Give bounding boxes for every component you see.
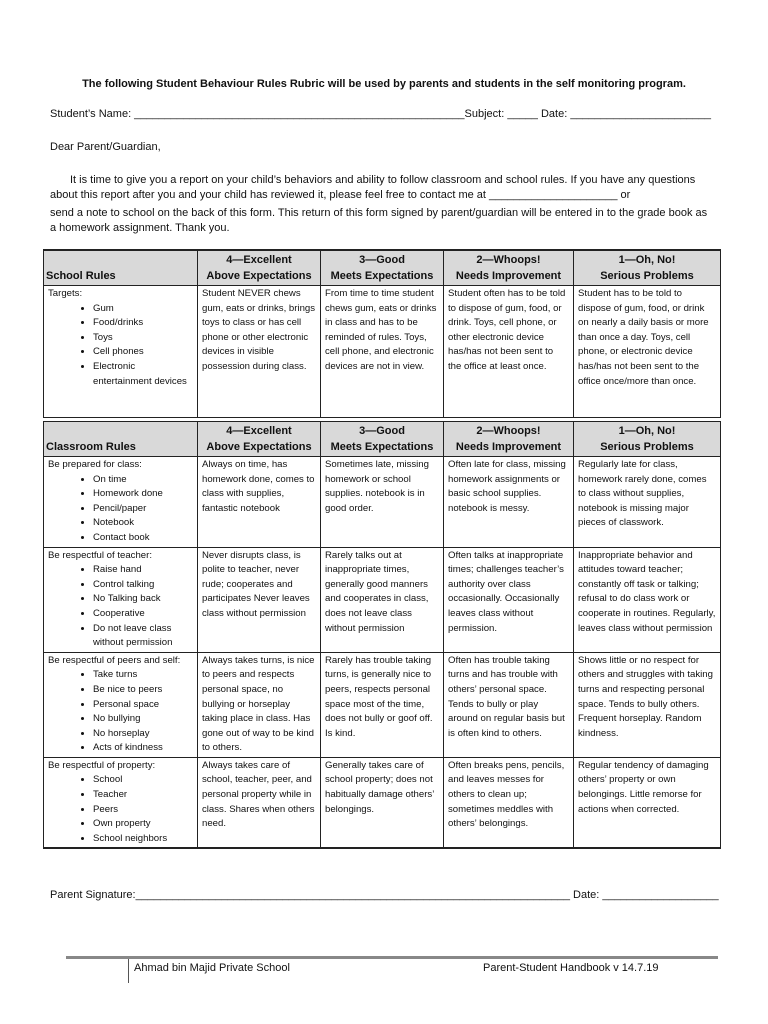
footer-handbook-version: Parent-Student Handbook v 14.7.19 — [483, 962, 659, 974]
footer-separator — [128, 959, 129, 983]
cell-ohno: Inappropriate behavior and attitudes toward teacher; constantly off task or talking; refusal to do class work or cooperate in routines. Regularly, leaves class without permission — [574, 547, 721, 652]
greeting: Dear Parent/Guardian, — [50, 141, 161, 153]
footer-school-name: Ahmad bin Majid Private School — [134, 962, 290, 974]
table-row — [44, 457, 721, 548]
cell-ohno: Regularly late for class, homework rarely done, comes to class without supplies, notebook is missing major pieces of classwork. — [574, 457, 721, 548]
table-row — [44, 652, 721, 757]
intro-paragraph-2: send a note to school on the back of this form. This return of this form signed by parent/guardian will be entered in to the grade book as a homework assignment. Thank you. — [50, 207, 708, 234]
list-item: • Take turns — [93, 668, 193, 683]
cell-excellent: Always takes care of school, teacher, peer, and personal property while in class. Shares when others need. — [198, 757, 321, 848]
school-rules-ohno: Student has to be told to dispose of gum, food, or drink on nearly a daily basis or more than once a day. Toys, cell phone, or electronic device has/has not been sent to the office once/more than once. — [574, 286, 721, 418]
list-item: • Cell phones — [93, 345, 193, 360]
school-rules-good: From time to time student chews gum, eats or drinks in class and has to be reminded of rules. Toys, cell phone, and electronic devices are not in view. — [321, 286, 444, 418]
header-whoops: 2—Whoops! Needs Improvement — [444, 250, 574, 286]
list-item: • Cooperative — [93, 607, 193, 622]
list-item: • Be nice to peers — [93, 683, 193, 698]
list-item: • Peers — [93, 803, 193, 818]
cell-good: Rarely has trouble taking turns, is generally nice to peers, respects personal space most of the time, does not bully or goof off. Is kind. — [321, 652, 444, 757]
list-item: • Toys — [93, 331, 193, 346]
cell-good: Sometimes late, missing homework or school supplies. notebook is in good order. — [321, 457, 444, 548]
cell-excellent: Never disrupts class, is polite to teacher, never rude; cooperates and participates Never leaves class without permission — [198, 547, 321, 652]
rule-respect-teacher: Be respectful of teacher: • Raise hand • Control talking • No Talking back • Cooperative • Do not leave class without permission — [44, 547, 198, 652]
list-item: • School — [93, 773, 193, 788]
list-item: • Food/drinks — [93, 316, 193, 331]
cell-whoops: Often breaks pens, pencils, and leaves messes for others to clean up; sometimes meddles with others’ belongings. — [444, 757, 574, 848]
footer-divider — [66, 956, 718, 959]
cell-whoops: Often has trouble taking turns and has trouble with others’ personal space. Tends to bully or play around on regular basis but is often kind to others. — [444, 652, 574, 757]
list-item: • No horseplay — [93, 727, 193, 742]
list-item: • Electronic entertainment devices — [93, 360, 193, 389]
rule-respect-property: Be respectful of property: • School • Teacher • Peers • Own property • School neighbors — [44, 757, 198, 848]
school-rules-table — [43, 249, 721, 418]
list-item: • Teacher — [93, 788, 193, 803]
list-item: • Gum — [93, 302, 193, 317]
classroom-rules-table — [43, 421, 721, 849]
header-ohno: 1—Oh, No! Serious Problems — [574, 250, 721, 286]
header-whoops: 2—Whoops! Needs Improvement — [444, 422, 574, 457]
list-item: • Pencil/paper — [93, 502, 193, 517]
header-excellent: 4—Excellent Above Expectations — [198, 422, 321, 457]
cell-ohno: Shows little or no respect for others and struggles with taking turns and respecting personal space. Tends to bully others. Frequent horseplay. Random kindness. — [574, 652, 721, 757]
list-item: • No bullying — [93, 712, 193, 727]
cell-good: Generally takes care of school property; does not habitually damage others’ belongings. — [321, 757, 444, 848]
list-item: • On time — [93, 473, 193, 488]
school-rules-header: School Rules — [44, 250, 198, 286]
list-item: • Notebook — [93, 516, 193, 531]
list-item: • Contact book — [93, 531, 193, 546]
header-good: 3—Good Meets Expectations — [321, 422, 444, 457]
school-rules-targets: Targets: • Gum • Food/drinks • Toys • Cell phones • Electronic entertainment devices — [44, 286, 198, 418]
parent-signature-line[interactable]: Parent Signature:_______________________________________________________________________ Date: ___________________ — [50, 889, 719, 901]
header-excellent: 4—Excellent Above Expectations — [198, 250, 321, 286]
student-info-line[interactable]: Student’s Name: ______________________________________________________Subject: _____ Date: _______________________ — [50, 108, 712, 120]
school-rules-excellent: Student NEVER chews gum, eats or drinks, brings toys to class or has cell phone or other electronic devices in visible possession during class. — [198, 286, 321, 418]
list-item: • Acts of kindness — [93, 741, 193, 756]
rule-prepared: Be prepared for class: • On time • Homework done • Pencil/paper • Notebook • Contact book — [44, 457, 198, 548]
intro-heading: The following Student Behaviour Rules Rubric will be used by parents and students in the self monitoring program. — [82, 78, 686, 90]
targets-list — [48, 302, 193, 390]
list-item: • Do not leave class without permission — [93, 622, 193, 651]
list-item: • School neighbors — [93, 832, 193, 847]
list-item: • No Talking back — [93, 592, 193, 607]
school-rules-whoops: Student often has to be told to dispose of gum, food, or drink. Toys, cell phone, or other electronic device has/has not been sent to the office at least once. — [444, 286, 574, 418]
cell-good: Rarely talks out at inappropriate times, generally good manners and cooperates in class, does not leave class without permission — [321, 547, 444, 652]
header-ohno: 1—Oh, No! Serious Problems — [574, 422, 721, 457]
cell-excellent: Always takes turns, is nice to peers and respects personal space, no bullying or horseplay taking place in class. Has gone out of way to be kind to others. — [198, 652, 321, 757]
rule-respect-peers: Be respectful of peers and self: • Take turns • Be nice to peers • Personal space • No bullying • No horseplay • Acts of kindness — [44, 652, 198, 757]
cell-whoops: Often late for class, missing homework assignments or basic school supplies. notebook is messy. — [444, 457, 574, 548]
list-item: • Control talking — [93, 578, 193, 593]
table-row — [44, 547, 721, 652]
cell-excellent: Always on time, has homework done, comes to class with supplies, fantastic notebook — [198, 457, 321, 548]
header-good: 3—Good Meets Expectations — [321, 250, 444, 286]
intro-paragraph-1: It is time to give you a report on your child’s behaviors and ability to follow classroom and school rules. If you have any questions about this report after you and your child has reviewed it, please feel free to contact me at _____________________ or — [50, 174, 696, 201]
table-row — [44, 757, 721, 848]
list-item: • Personal space — [93, 698, 193, 713]
list-item: • Own property — [93, 817, 193, 832]
list-item: • Homework done — [93, 487, 193, 502]
list-item: • Raise hand — [93, 563, 193, 578]
cell-whoops: Often talks at inappropriate times; challenges teacher’s authority over class occasionally. Occasionally leaves class without permission. — [444, 547, 574, 652]
classroom-rules-header: Classroom Rules — [44, 422, 198, 457]
cell-ohno: Regular tendency of damaging others’ property or own belongings. Little remorse for actions when corrected. — [574, 757, 721, 848]
